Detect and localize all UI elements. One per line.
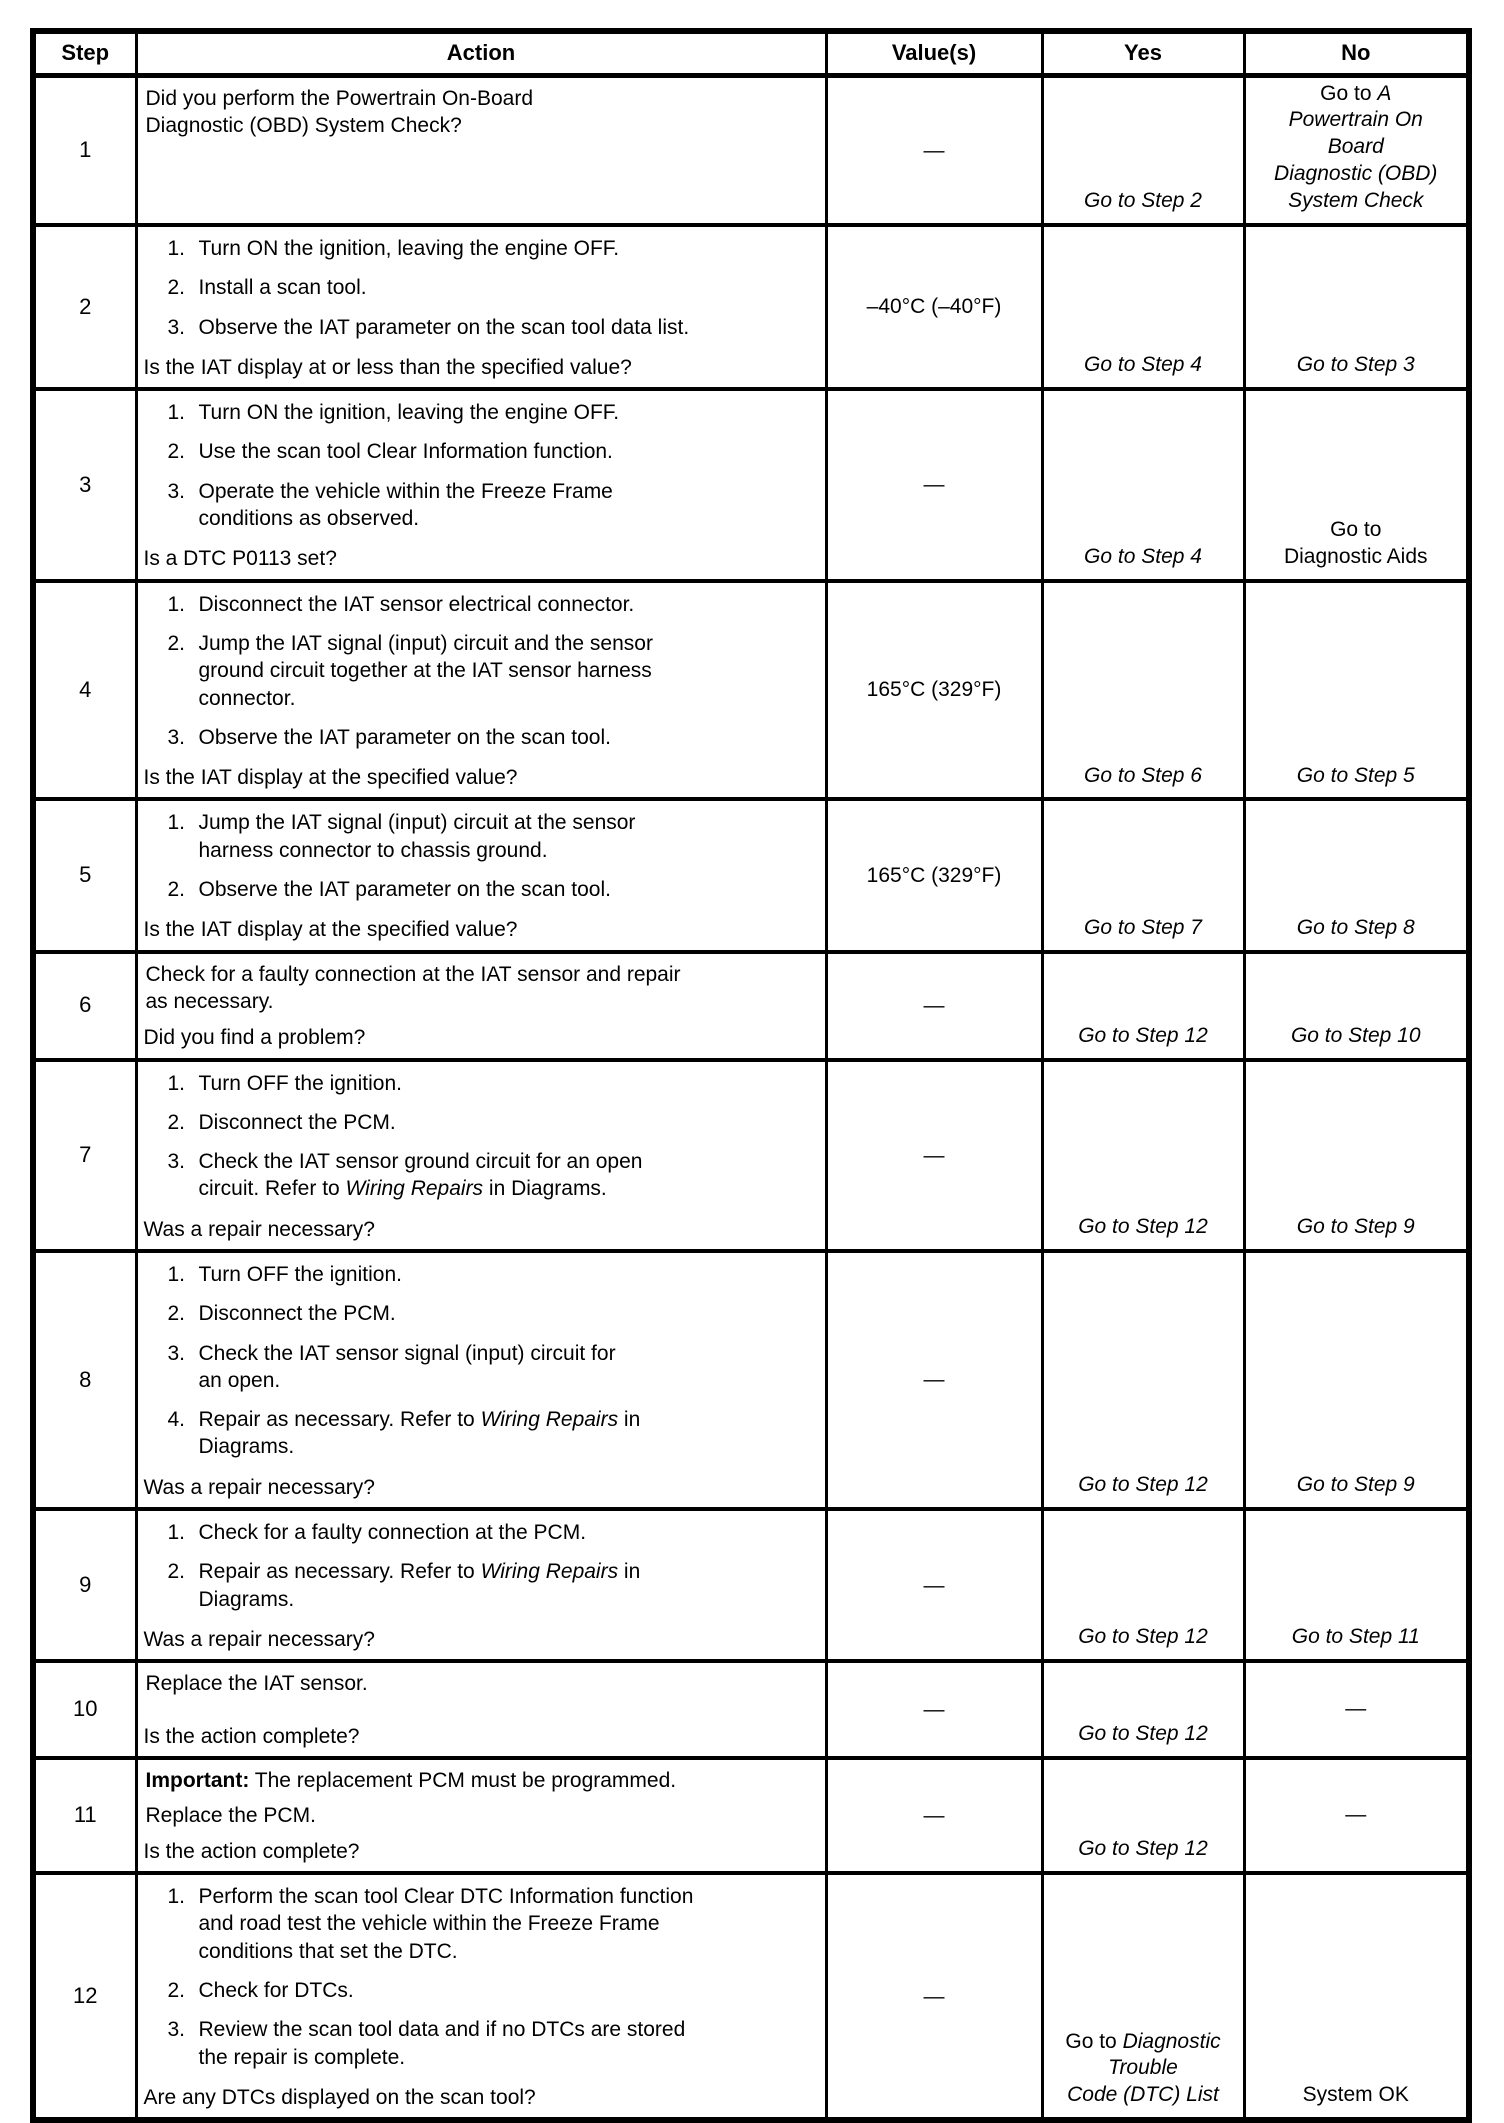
value-cell: — (826, 389, 1042, 580)
action-item-text: Disconnect the IAT sensor electrical connector. (198, 592, 635, 616)
table-row (33, 1758, 1469, 1873)
action-item (144, 1519, 817, 1546)
action-question: Is the IAT display at or less than the specified value? (143, 355, 632, 379)
step-cell: 1 (33, 75, 136, 225)
table-row (33, 75, 1469, 225)
yes-cell: Go to Step 4 (1042, 389, 1244, 580)
table-row (33, 1509, 1469, 1661)
action-item-text: Install a scan tool. (198, 276, 367, 300)
step-cell: 4 (33, 581, 136, 800)
action-item (144, 399, 817, 426)
action-question: Is the action complete? (143, 1839, 360, 1863)
action-item-text: Observe the IAT parameter on the scan tool. (198, 725, 611, 749)
table-header-row (33, 31, 1469, 75)
action-item-text: Jump the IAT signal (input) circuit and the sensor ground circuit together at the IAT sensor harness connector. (198, 631, 653, 710)
action-question: Was a repair necessary? (143, 1217, 375, 1241)
action-item-text: Review the scan tool data and if no DTCs are stored the repair is complete. (198, 2018, 686, 2069)
action-cell (136, 952, 826, 1060)
value-cell: — (826, 1661, 1042, 1758)
action-item-number: 2. (167, 1560, 186, 1584)
step-cell: 5 (33, 799, 136, 951)
action-item-number: 1. (167, 236, 186, 260)
action-content (144, 83, 817, 203)
action-intro-text: Replace the PCM. (145, 1803, 316, 1827)
step-cell: 6 (33, 952, 136, 1060)
no-cell: Go to Step 11 (1244, 1509, 1469, 1661)
action-item-number: 2. (167, 1302, 186, 1326)
column-header-values: Value(s) (826, 31, 1042, 75)
no-cell: Go to A Powertrain On Board Diagnostic (OBD) System Check (1244, 75, 1469, 225)
no-cell: Go to Step 5 (1244, 581, 1469, 800)
action-item-text: Perform the scan tool Clear DTC Information function and road test the vehicle within the Freeze Frame conditions that set the DTC. (198, 1885, 694, 1963)
action-cell (136, 75, 826, 225)
no-cell: — (1244, 1758, 1469, 1873)
diagnostic-table (30, 28, 1472, 2123)
action-item-number: 1. (167, 592, 186, 616)
no-cell: Go to Diagnostic Aids (1244, 389, 1469, 580)
action-item-text: Observe the IAT parameter on the scan tool. (198, 878, 611, 902)
action-item-number: 3. (167, 725, 186, 749)
action-item (144, 591, 817, 618)
table-row (33, 799, 1469, 951)
action-cell (136, 1873, 826, 2120)
step-cell: 3 (33, 389, 136, 580)
action-intro-text: Did you perform the Powertrain On-Board Diagnostic (OBD) System Check? (145, 86, 534, 137)
action-item-number: 2. (167, 631, 186, 655)
action-item (144, 1558, 817, 1613)
table-body (33, 75, 1469, 2120)
yes-cell: Go to Step 12 (1042, 1509, 1244, 1661)
action-item (144, 235, 817, 262)
action-item (144, 1070, 817, 1097)
action-content (144, 396, 817, 572)
column-header-action: Action (136, 31, 826, 75)
action-item-number: 2. (167, 878, 186, 902)
action-item-number: 1. (167, 1071, 186, 1095)
yes-cell: Go to Step 12 (1042, 952, 1244, 1060)
action-item-text: Check for a faulty connection at the PCM. (198, 1521, 587, 1545)
action-item (144, 1300, 817, 1327)
action-question: Was a repair necessary? (143, 1475, 375, 1499)
action-item (144, 1261, 817, 1288)
action-content (144, 806, 817, 943)
action-question: Is the action complete? (143, 1724, 360, 1748)
step-cell: 11 (33, 1758, 136, 1873)
action-item-number: 3. (167, 2018, 186, 2042)
action-item (144, 1109, 817, 1136)
action-item-text: Check the IAT sensor signal (input) circuit for an open. (198, 1341, 616, 1392)
yes-cell: Go to Step 12 (1042, 1758, 1244, 1873)
step-cell: 2 (33, 225, 136, 389)
no-cell: — (1244, 1661, 1469, 1758)
action-question: Is the IAT display at the specified value? (143, 766, 518, 790)
action-content (144, 232, 817, 381)
action-item-number: 1. (167, 401, 186, 425)
value-cell: 165°C (329°F) (826, 799, 1042, 951)
action-item (144, 314, 817, 341)
action-cell (136, 1251, 826, 1509)
action-item-text: Turn OFF the ignition. (198, 1262, 402, 1286)
action-cell (136, 1758, 826, 1873)
action-item-text: Use the scan tool Clear Information function. (198, 440, 613, 464)
action-item (144, 478, 817, 533)
yes-cell: Go to Step 6 (1042, 581, 1244, 800)
action-content (144, 1668, 817, 1750)
value-cell: — (826, 1873, 1042, 2120)
action-item (144, 438, 817, 465)
table-row (33, 581, 1469, 800)
no-cell: Go to Step 10 (1244, 952, 1469, 1060)
action-question: Is a DTC P0113 set? (143, 547, 337, 571)
action-item (144, 1406, 817, 1461)
step-cell: 9 (33, 1509, 136, 1661)
yes-cell: Go to Step 12 (1042, 1661, 1244, 1758)
table-row (33, 1873, 1469, 2120)
action-cell (136, 1060, 826, 1251)
action-item-text: Jump the IAT signal (input) circuit at the sensor harness connector to chassis ground. (198, 811, 636, 862)
table-row (33, 1060, 1469, 1251)
action-item (144, 2016, 817, 2071)
action-item-number: 1. (167, 1885, 186, 1909)
action-content (144, 959, 817, 1052)
action-item-number: 2. (167, 276, 186, 300)
action-content (144, 1067, 817, 1243)
column-header-step: Step (33, 31, 136, 75)
no-cell: Go to Step 8 (1244, 799, 1469, 951)
action-item (144, 1977, 817, 2004)
action-cell (136, 581, 826, 800)
action-item (144, 1883, 817, 1965)
action-item-text: Turn OFF the ignition. (198, 1071, 402, 1095)
no-cell: Go to Step 3 (1244, 225, 1469, 389)
action-question: Did you find a problem? (143, 1026, 366, 1050)
action-question: Is the IAT display at the specified value? (143, 918, 518, 942)
action-item-number: 2. (167, 1979, 186, 2003)
yes-cell: Go to Step 2 (1042, 75, 1244, 225)
action-content (144, 1516, 817, 1653)
action-item-number: 1. (167, 1262, 186, 1286)
action-item-text: Operate the vehicle within the Freeze Frame conditions as observed. (198, 479, 613, 531)
action-item-text: Repair as necessary. Refer to Wiring Repairs in Diagrams. (198, 1408, 641, 1459)
action-content (144, 1765, 817, 1865)
value-cell: 165°C (329°F) (826, 581, 1042, 800)
action-content (144, 1258, 817, 1501)
action-cell (136, 1661, 826, 1758)
action-content (144, 1880, 817, 2111)
action-item-number: 3. (167, 1150, 186, 1174)
no-cell: Go to Step 9 (1244, 1251, 1469, 1509)
table-row (33, 1251, 1469, 1509)
action-item (144, 630, 817, 712)
action-item (144, 809, 817, 864)
action-item (144, 876, 817, 903)
action-item-number: 2. (167, 1110, 186, 1134)
yes-cell: Go to Step 7 (1042, 799, 1244, 951)
table-row (33, 389, 1469, 580)
action-item-number: 2. (167, 440, 186, 464)
action-item-text: Disconnect the PCM. (198, 1110, 396, 1134)
value-cell: — (826, 1509, 1042, 1661)
action-item-number: 1. (167, 1521, 186, 1545)
action-item-text: Turn ON the ignition, leaving the engine OFF. (198, 236, 620, 260)
action-item-number: 3. (167, 1341, 186, 1365)
action-item-text: Observe the IAT parameter on the scan tool data list. (198, 315, 690, 339)
action-item (144, 274, 817, 301)
action-cell (136, 799, 826, 951)
action-item-text: Check for DTCs. (198, 1979, 354, 2003)
action-cell (136, 225, 826, 389)
action-item-text: Disconnect the PCM. (198, 1302, 396, 1326)
action-item-number: 3. (167, 315, 186, 339)
action-item-number: 4. (167, 1408, 186, 1432)
value-cell: — (826, 1758, 1042, 1873)
column-header-yes: Yes (1042, 31, 1244, 75)
step-cell: 8 (33, 1251, 136, 1509)
action-item-text: Check the IAT sensor ground circuit for an open circuit. Refer to Wiring Repairs in Diagrams. (198, 1150, 643, 1201)
action-content (144, 588, 817, 792)
action-intro-text: Important: The replacement PCM must be programmed. (145, 1769, 677, 1793)
action-item-number: 1. (167, 811, 186, 835)
step-cell: 12 (33, 1873, 136, 2120)
value-cell: — (826, 1251, 1042, 1509)
no-cell: Go to Step 9 (1244, 1060, 1469, 1251)
action-intro-text: Check for a faulty connection at the IAT sensor and repair as necessary. (145, 962, 681, 1013)
action-item (144, 1148, 817, 1203)
action-question: Are any DTCs displayed on the scan tool? (143, 2085, 536, 2109)
action-cell (136, 1509, 826, 1661)
table-row (33, 1661, 1469, 1758)
yes-cell: Go to Diagnostic Trouble Code (DTC) List (1042, 1873, 1244, 2120)
yes-cell: Go to Step 12 (1042, 1060, 1244, 1251)
action-item-text: Turn ON the ignition, leaving the engine OFF. (198, 401, 620, 425)
action-item (144, 724, 817, 751)
step-cell: 10 (33, 1661, 136, 1758)
action-item-text: Repair as necessary. Refer to Wiring Repairs in Diagrams. (198, 1560, 641, 1611)
step-cell: 7 (33, 1060, 136, 1251)
action-question: Was a repair necessary? (143, 1627, 375, 1651)
action-intro-text: Replace the IAT sensor. (145, 1672, 368, 1696)
yes-cell: Go to Step 4 (1042, 225, 1244, 389)
value-cell: — (826, 952, 1042, 1060)
value-cell: — (826, 1060, 1042, 1251)
value-cell: –40°C (–40°F) (826, 225, 1042, 389)
no-cell: System OK (1244, 1873, 1469, 2120)
table-row (33, 952, 1469, 1060)
value-cell: — (826, 75, 1042, 225)
action-cell (136, 389, 826, 580)
yes-cell: Go to Step 12 (1042, 1251, 1244, 1509)
column-header-no: No (1244, 31, 1469, 75)
table-row (33, 225, 1469, 389)
action-item (144, 1340, 817, 1395)
action-item-number: 3. (167, 479, 186, 503)
